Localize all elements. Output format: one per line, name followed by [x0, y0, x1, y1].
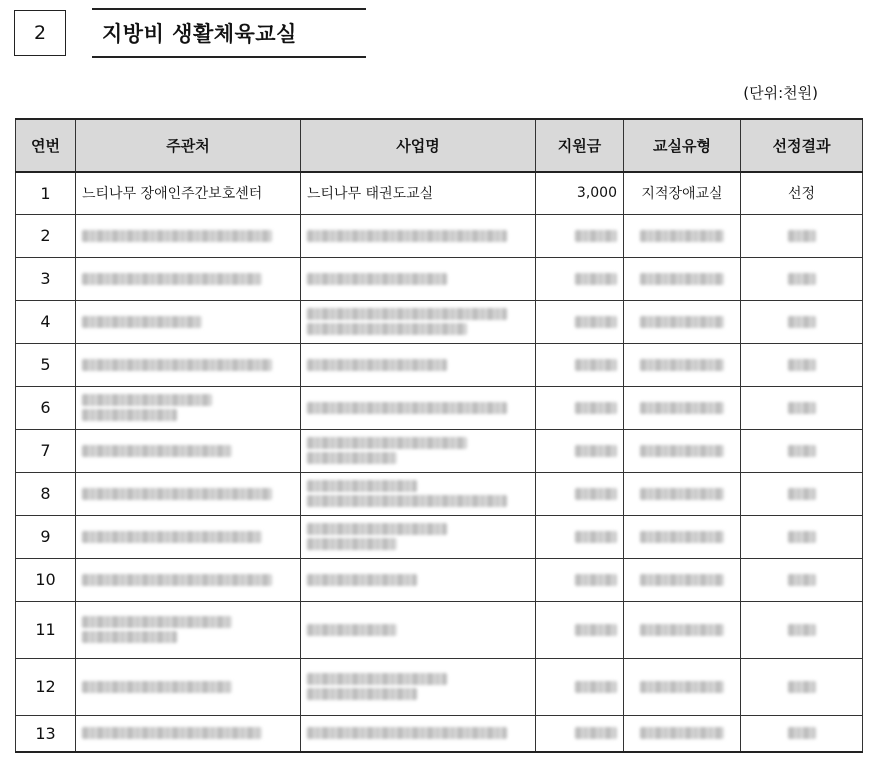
- redacted-result-cell: [741, 658, 863, 715]
- table-row: [16, 472, 863, 515]
- redacted-amount-cell: [536, 343, 624, 386]
- row-number: 9: [16, 515, 76, 558]
- row-number: 3: [16, 257, 76, 300]
- header-organizer: 주관처: [76, 119, 301, 172]
- redacted-type-cell: [624, 558, 741, 601]
- redacted-organizer-cell: [76, 558, 301, 601]
- redacted-result-cell: [741, 257, 863, 300]
- redacted-amount-cell: [536, 472, 624, 515]
- header-support-amount: 지원금: [536, 119, 624, 172]
- redacted-amount-cell: [536, 214, 624, 257]
- row-number: 1: [16, 172, 76, 214]
- table-row: [16, 257, 863, 300]
- redacted-result-cell: [741, 386, 863, 429]
- redacted-organizer-cell: [76, 601, 301, 658]
- redacted-type-cell: [624, 343, 741, 386]
- redacted-amount-cell: [536, 515, 624, 558]
- redacted-project-cell: [301, 257, 536, 300]
- table-row: [16, 172, 863, 214]
- selection-result-cell: 선정: [741, 172, 863, 214]
- redacted-result-cell: [741, 558, 863, 601]
- section-number: 2: [14, 10, 66, 56]
- redacted-result-cell: [741, 472, 863, 515]
- header-project-name: 사업명: [301, 119, 536, 172]
- project-name-cell: 느티나무 태권도교실: [301, 172, 536, 214]
- row-number: 13: [16, 715, 76, 752]
- row-number: 6: [16, 386, 76, 429]
- redacted-amount-cell: [536, 658, 624, 715]
- table-row: [16, 429, 863, 472]
- unit-note: (단위:천원): [743, 84, 818, 102]
- row-number: 2: [16, 214, 76, 257]
- table-row: [16, 601, 863, 658]
- redacted-project-cell: [301, 214, 536, 257]
- redacted-organizer-cell: [76, 214, 301, 257]
- organizer-cell: 느티나무 장애인주간보호센터: [76, 172, 301, 214]
- redacted-project-cell: [301, 658, 536, 715]
- row-number: 7: [16, 429, 76, 472]
- row-number: 5: [16, 343, 76, 386]
- redacted-project-cell: [301, 343, 536, 386]
- redacted-type-cell: [624, 429, 741, 472]
- selection-results-table: [15, 118, 863, 753]
- redacted-amount-cell: [536, 558, 624, 601]
- redacted-result-cell: [741, 515, 863, 558]
- redacted-organizer-cell: [76, 343, 301, 386]
- redacted-type-cell: [624, 601, 741, 658]
- redacted-organizer-cell: [76, 715, 301, 752]
- table-row: [16, 386, 863, 429]
- table-row: [16, 658, 863, 715]
- redacted-type-cell: [624, 472, 741, 515]
- redacted-result-cell: [741, 300, 863, 343]
- redacted-amount-cell: [536, 386, 624, 429]
- table-row: [16, 300, 863, 343]
- redacted-type-cell: [624, 214, 741, 257]
- row-number: 10: [16, 558, 76, 601]
- redacted-project-cell: [301, 558, 536, 601]
- table-row: [16, 515, 863, 558]
- section-title: 지방비 생활체육교실: [92, 8, 366, 58]
- redacted-organizer-cell: [76, 515, 301, 558]
- class-type-cell: 지적장애교실: [624, 172, 741, 214]
- row-number: 12: [16, 658, 76, 715]
- redacted-type-cell: [624, 715, 741, 752]
- redacted-project-cell: [301, 715, 536, 752]
- redacted-project-cell: [301, 386, 536, 429]
- redacted-result-cell: [741, 343, 863, 386]
- redacted-organizer-cell: [76, 386, 301, 429]
- redacted-result-cell: [741, 601, 863, 658]
- redacted-amount-cell: [536, 429, 624, 472]
- table-row: [16, 214, 863, 257]
- redacted-result-cell: [741, 715, 863, 752]
- redacted-type-cell: [624, 658, 741, 715]
- redacted-project-cell: [301, 515, 536, 558]
- redacted-type-cell: [624, 257, 741, 300]
- table-row: [16, 715, 863, 752]
- redacted-type-cell: [624, 515, 741, 558]
- redacted-project-cell: [301, 601, 536, 658]
- redacted-amount-cell: [536, 300, 624, 343]
- row-number: 4: [16, 300, 76, 343]
- header-selection-result: 선정결과: [741, 119, 863, 172]
- row-number: 8: [16, 472, 76, 515]
- header-class-type: 교실유형: [624, 119, 741, 172]
- support-amount-cell: 3,000: [536, 172, 624, 214]
- redacted-organizer-cell: [76, 300, 301, 343]
- redacted-project-cell: [301, 300, 536, 343]
- redacted-organizer-cell: [76, 472, 301, 515]
- redacted-type-cell: [624, 386, 741, 429]
- table-row: [16, 558, 863, 601]
- redacted-organizer-cell: [76, 658, 301, 715]
- redacted-result-cell: [741, 214, 863, 257]
- redacted-type-cell: [624, 300, 741, 343]
- redacted-organizer-cell: [76, 257, 301, 300]
- redacted-project-cell: [301, 429, 536, 472]
- redacted-project-cell: [301, 472, 536, 515]
- row-number: 11: [16, 601, 76, 658]
- redacted-organizer-cell: [76, 429, 301, 472]
- header-no: 연번: [16, 119, 76, 172]
- table-header-row: [16, 119, 863, 172]
- redacted-result-cell: [741, 429, 863, 472]
- table-row: [16, 343, 863, 386]
- redacted-amount-cell: [536, 715, 624, 752]
- redacted-amount-cell: [536, 257, 624, 300]
- redacted-amount-cell: [536, 601, 624, 658]
